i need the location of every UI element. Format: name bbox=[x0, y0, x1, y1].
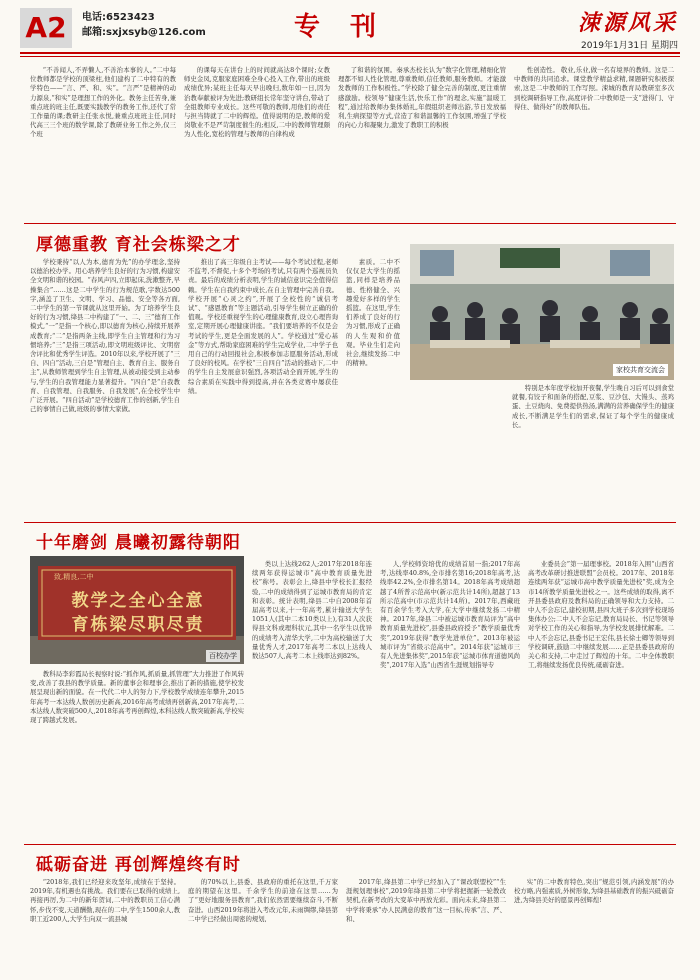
email-text: 邮箱:sxjxsyb@126.com bbox=[82, 27, 206, 38]
paragraph: 业委员会”第一届理事校。2018年入围“山西省高考改革研讨推进联盟”会员校。2017年、2018年连续两年获“运城市高中教学质量先进校”奖,成为全市14所教学质量先进校之一。这些成绩的取得,离不开县委县政府及教科局的正确领导和大力支持。二中人不会忘记,建校初期,县四大班子多次到学校现场集体办公;二中人不会忘记,教育局局长、书记等领导对学校工作的关心和指导,为学校发展排忧解难。二中人不会忘记,县委书记王宏伟,县长徐士卿等领导到学校调研,鼓励二中继续发展……正是县委县政府的关心和支持,二中走过了辉煌的十年。二中全体教职工,将继续发扬优良传统,砥砺奋进。 bbox=[528, 560, 674, 670]
header-rule-thin bbox=[20, 56, 680, 57]
intro-column-1 bbox=[30, 66, 176, 212]
paragraph: “不善闻人,不弄懒人,不善治本事的人。”二中每位教师都是学校的顶梁柱,他们建构了二中特有的教学特色——“言、严、和、实”。“言严”是精神的动力源泉,“和实”是理想工作的外化。教务主任苦身,兼重点班的班主任,既要实践教学的教务工作,还代了常工作量的课;教研主任张永悦,兼重点班班主任,同时代高三三个班的数学课,除了教研业务工作之外,仅三个班 bbox=[30, 66, 176, 139]
sec1-column-4 bbox=[512, 384, 674, 520]
sec2-column-far bbox=[528, 560, 674, 842]
banner-caption: 百校办学 bbox=[206, 650, 240, 662]
contact-info bbox=[82, 10, 206, 40]
paragraph: 推出了高三年级自主考试——每个考试过程,老师不监考,不督促,十多个考场的考试,只有两个巡视员负责。最后的成绩分析表明,学生的诚信意识完全值得信赖。学生在自我约束中成长,在自主管理中完善自我。学校开展“心灵之约”,开展了全校性的“诚信考试”、“感恩教育”等主题活动,引导学生树立正确的价值观。学校还重视学生的心理健康教育,设立心理咨询室,定期开展心理健康讲座。“我们要培养的不仅是会考试的学生,更是全面发展的人”。学校通过“爱心基金”等方式,帮助家庭困难的学生完成学业,二中学子也用自己的行动回报社会,积极参加志愿服务活动,形成了良好的校风。在学校“三自四自”活动的推动下,二中的学生自主发展意识强烈,各项活动全面开展,学生的综合素质在实践中得到提高,并在各类竞赛中屡获佳绩。 bbox=[188, 258, 338, 395]
paragraph: “2018年,我们已经迎来攻坚年,成绩在于坚持。2019年,有机遇也有挑战。我们要在已取得的成绩上,再接再厉,为二中的新年贺词,二中的教职员工信心满怀,步伐不变,天道酬勤,现在的二中,学生1500余人,教职工近200人,大学生向双一流县城 bbox=[30, 878, 180, 923]
headline-2: 十年磨剑 晨曦初露待朝阳 bbox=[36, 533, 241, 553]
sec3-column-3 bbox=[346, 878, 506, 972]
paragraph: 特别是本年度学校加开夜餐,学生晚自习后可以到食堂就餐,有饺子和面条的搭配,豆浆、豆沙包、大馒头、蒸鸡蛋、土豆烧肉、免费提供热汤,满满的营养确保学生的健康成长,不断满足学生们的需求,保证了每个学生的健康成长。 bbox=[512, 384, 674, 429]
paragraph: 2017年,绛县第二中学已经加入了“课改联盟校”“生涯规划理事校”,2019年绛县第二中学将把握新一轮教改契机,在新考改的大变革中再放光彩。面向未来,绛县第二中学将秉承“办人民满意的教育”这一目标,传承“言、严、和、 bbox=[346, 878, 506, 923]
intro-column-2 bbox=[184, 66, 330, 212]
header-rule bbox=[20, 52, 680, 54]
paragraph: 学校秉持“以人为本,德育为先”的办学理念,坚持以德治校办学。用心培养学生良好的行为习惯,构建安全文明和谐的校园。“春风声四,立即起床,洗漱整齐,早操集合”……这是二中学生的行为规范歌,字数达500字,涵盖了卫生、文明、学习、品德、安全等各方面,二中学生的第一节课就从这里开始。为了培养学生良好的行为习惯,绛县二中构建了“一、二、三”德育工作模式,“一”是指一个核心,即以德育为核心,持续开展养成教育;“二”是指两条主线,即学生自主管理和行为习惯培养;“三”是指三项活动,即文明班级评比、文明宿舍评比和优秀学生评选。2010年以来,学校开展了“三自、四自”活动,三自是“管理自主、教育自主、服务自主”,从教师管理到学生自主管理,从被动接受到主动参与,学生的自我管理能力显著提升。“四自”是“自我教育、自我管理、自我服务、自我发展”,在全校学生中广泛开展。“四自活动”是学校德育工作的创新,学生自己的事情自己做,班级的事情大家做。 bbox=[30, 258, 180, 414]
paragraph: 教科局李彩霞局长视察时说:“抓作风,抓质量,抓管理”大力推进了作风转变,改善了我县的教学质量。新的董事会和理事会,推出了新的措施,使学校发展呈现出新的面貌。在一代代二中人的努力下,学校教学成绩连年攀升,2015年高考一本达线人数创历史新高,2016年高考成绩再创新高,2017年高考,二本达线人数突破500人,2018年高考再创辉煌,本科达线人数突破新高,学校实现了跨越式发展。 bbox=[30, 670, 244, 725]
issue-date: 2019年1月31日 星期四 bbox=[581, 41, 678, 51]
banner-line-2: 育栋梁尽职尽责 bbox=[71, 615, 205, 635]
sec1-column-3 bbox=[346, 258, 400, 520]
headline-1: 厚德重教 育社会栋梁之才 bbox=[36, 235, 241, 255]
sec3-column-1 bbox=[30, 878, 180, 972]
section-title: 专刊 bbox=[293, 12, 406, 42]
sec3-column-4 bbox=[514, 878, 674, 972]
sec2-column-left bbox=[30, 670, 244, 840]
sec2-column-right bbox=[380, 560, 520, 842]
banner-photo bbox=[30, 556, 244, 664]
paragraph: 的70%以上,县委、县政府的重托在这里,千万家庭的期望在这里。千余学生的前途在这里……为了“更好地服务县教育”,我们依然需要继续奋斗,不断奋进。山西2019年将进入考改元年,未雨绸缪,绛县第二中学已经做出周密的规划, bbox=[188, 878, 338, 923]
headline-3: 砥砺奋进 再创辉煌终有时 bbox=[36, 855, 241, 875]
paragraph: 性创造性。 敬业,乐业,做一名有境界的教师。这是二中教师的共同追求。课堂教学精益求精,课题研究积极探索,这是二中教师的工作写照。涑城的教育局教研室多次到校调研指导工作,高度评价二中教师是一支“进得门、守得住、做得好”的教师队伍。 bbox=[514, 66, 674, 111]
sec2-column-mid bbox=[252, 560, 372, 842]
masthead-logo: 涑源风采 bbox=[577, 10, 678, 36]
sec1-column-2 bbox=[188, 258, 338, 520]
paragraph: 实”的二中教育特色,突出“规范引领,内涵发展”的办校方略,内强素质,外树形象,为绛县基础教育的振兴砥砺奋进,为绛县美好的愿景再创辉煌! bbox=[514, 878, 674, 905]
sec1-column-1 bbox=[30, 258, 180, 520]
section-divider bbox=[24, 223, 676, 224]
classroom-photo bbox=[410, 244, 674, 380]
paragraph: 人,学校师资培优的成绩首屈一指;2017年高考,达线率40.8%,全市排名第16;2018年高考,达线率42.2%,全市排名第14。2018年高考成绩超越了4所普示范高中(新示范共计14所),超越了13所示范高中(市示范共计14所)。2017年,西藏班有百余学生考入大学,在大学中继续发扬二中精神。2017年,绛县二中被运城市教育局评为“高中教育质量先进校”,县委县政府授予“教学质量优秀奖”,2019年获得“教学先进单位”。2013年被运城市评为“省级示范高中”。2014年获“运城市三有人先进集体奖”,2015年获“运城市体育道德风尚奖”,2017年入选“山西省生涯规划指导专 bbox=[380, 560, 520, 670]
page-number: A2 bbox=[20, 8, 72, 48]
paragraph: 素质。二中不仅仅是大学生的摇篮,同样是培养品德、性格健全、兴趣爱好多样的学生摇篮。在这里,学生们养成了良好的行为习惯,形成了正确的人生观和价值观。毕业生们走向社会,继续发扬二中的精神。 bbox=[346, 258, 400, 368]
paragraph: 了和谐的氛围。秦承杰校长认为“数字化管理,精细化管理都不如人性化管理,尊重教师,信任教师,服务教师。才能激发教师的工作积极性。”学校除了健全完善的制度,更注重情感激励。校领导“健康生活,快乐工作”的理念,实施“温暖工程”,通过给教师办集体婚礼,年假组织老师出游,节日发放福利,生病探望等方式,营造了和谐温馨的工作氛围,增强了学校的向心力和凝聚力,激发了教职工的积极 bbox=[338, 66, 506, 130]
photo-caption: 家校共育交流会 bbox=[613, 364, 668, 376]
phone-text: 电话:6523423 bbox=[82, 12, 155, 23]
classroom-photo-image bbox=[410, 244, 674, 380]
banner-line-1: 教学之全心全意 bbox=[71, 591, 205, 611]
page-header bbox=[0, 0, 700, 66]
section-divider bbox=[24, 522, 676, 523]
banner-small-text: 致,精良,二中 bbox=[54, 573, 94, 581]
intro-column-3 bbox=[338, 66, 506, 212]
paragraph: 的课每天在讲台上的时间就高达8个课时;女教师史金凤,克服家庭困难全身心投入工作,带出的班级成绩优异;某班主任每天早出晚归,数年如一日,因为治教奉献被评为先进;教研组长常年坚守讲台,带动了全组教师专业成长。这些可敬的教师,用他们的责任与担当铸就了二中的辉煌。值得说明的是,教师的爱岗敬业不是严苛制度催生的;相反,二中的教师管理颇为人性化,宽松的管理与教师的自律构成 bbox=[184, 66, 330, 139]
paragraph: 类以上达线262人;2017年2018年连续两年获得运城市“高中教育质量先进校”称号。表彰会上,绛县中学校长汇报经验,二中的成绩得到了运城市教育局的肯定和表彰。统计表明,绛县二中自2008年首届高考以来,十一年高考,累计输送大学生1051人(其中二本10类以上),有31人次获得县文科或理科状元,其中一名学生以优异的成绩考入清华大学,二中为高校输送了大量优秀人才,2017年高考二本以上达线人数达507人,高考二本上线率达到82%。 bbox=[252, 560, 372, 661]
intro-column-4 bbox=[514, 66, 674, 212]
sec3-column-2 bbox=[188, 878, 338, 972]
section-divider bbox=[24, 844, 676, 845]
